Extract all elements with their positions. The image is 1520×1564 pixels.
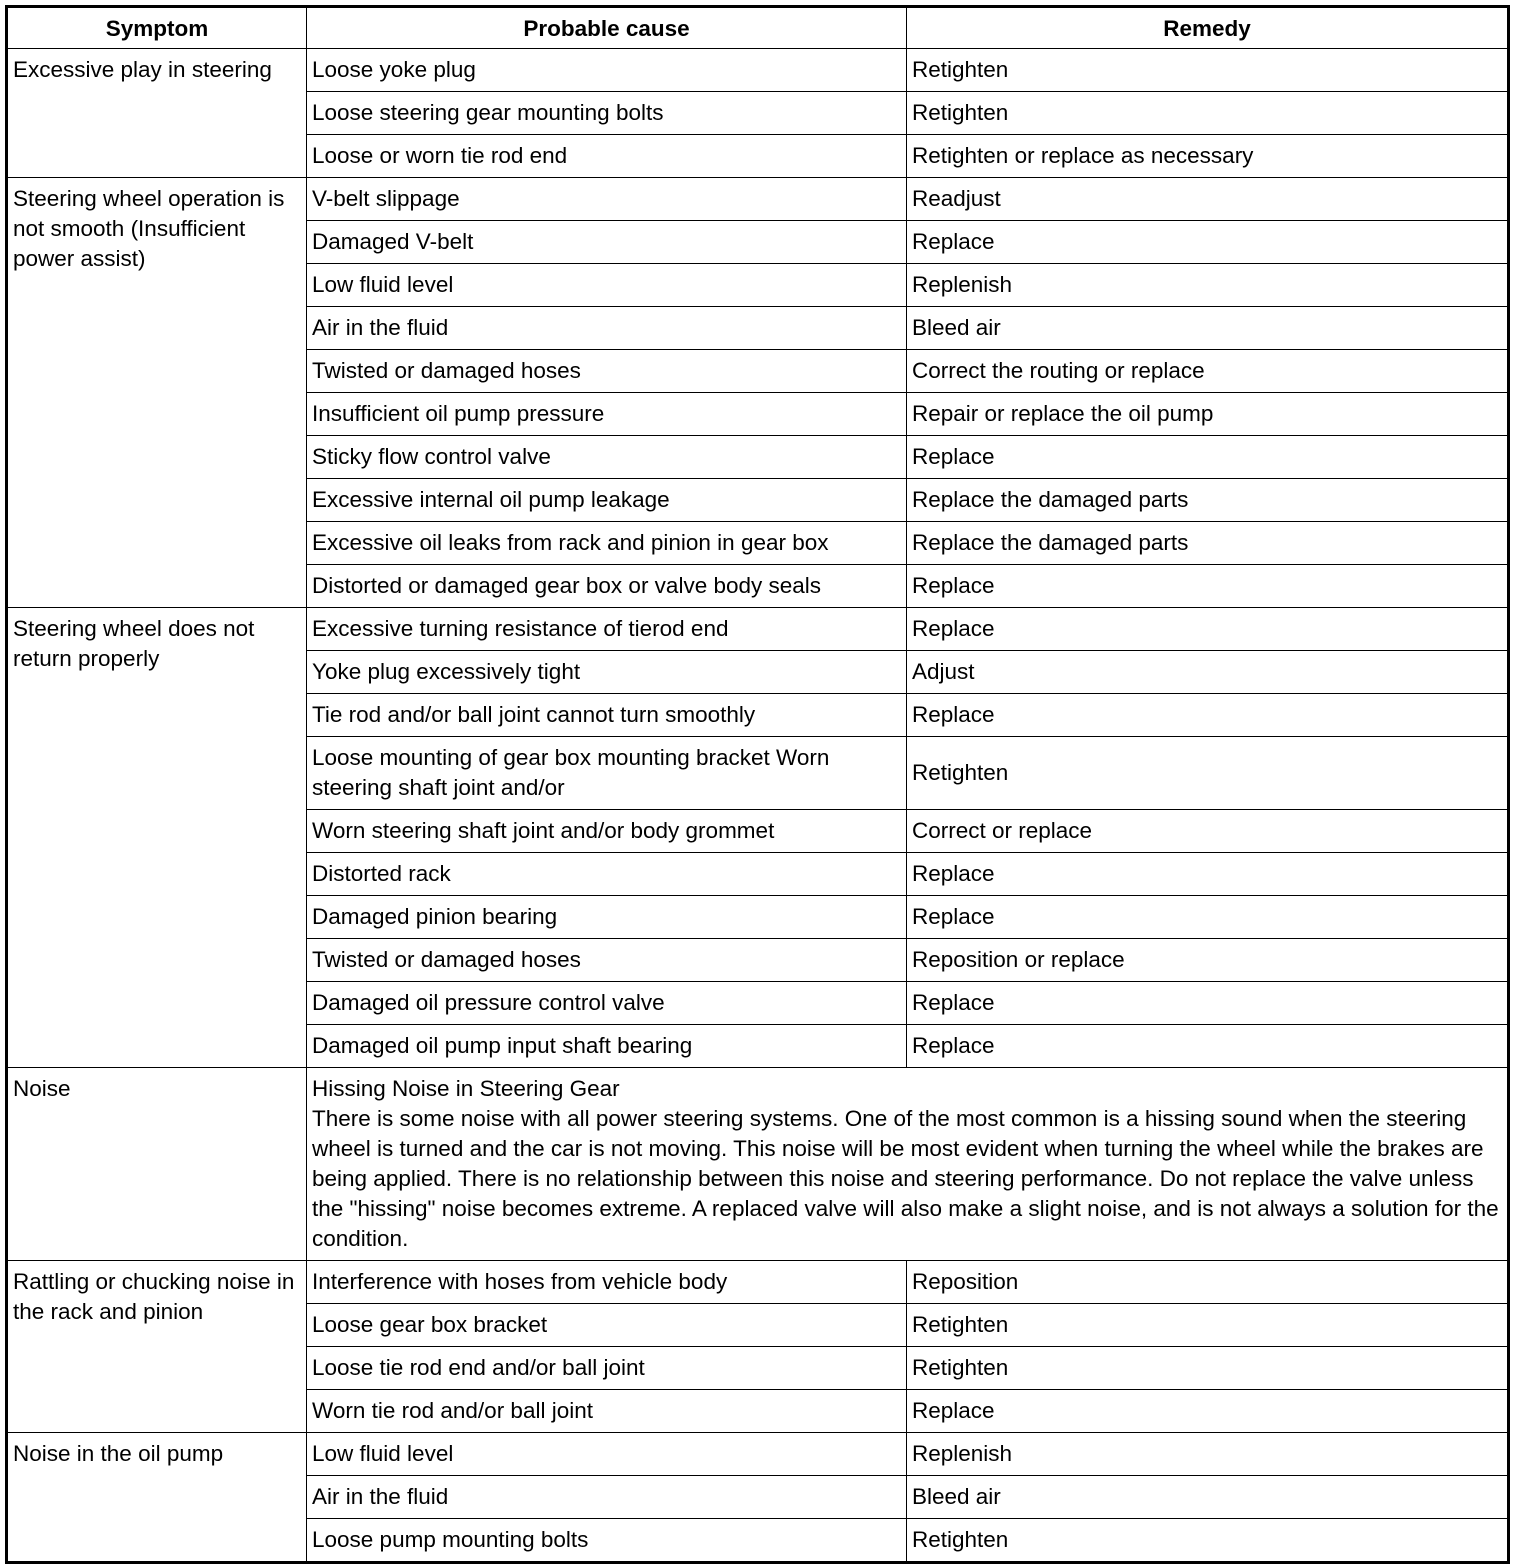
remedy-cell: Adjust bbox=[907, 651, 1509, 694]
cause-cell: Damaged oil pump input shaft bearing bbox=[307, 1025, 907, 1068]
table-row bbox=[7, 1433, 1509, 1476]
symptom-cell: Noise bbox=[7, 1068, 307, 1261]
remedy-cell: Readjust bbox=[907, 178, 1509, 221]
table-row bbox=[7, 49, 1509, 92]
remedy-cell: Retighten or replace as necessary bbox=[907, 135, 1509, 178]
symptom-cell: Noise in the oil pump bbox=[7, 1433, 307, 1563]
cause-cell: Insufficient oil pump pressure bbox=[307, 393, 907, 436]
table-row bbox=[7, 1261, 1509, 1304]
cause-cell: Loose gear box bracket bbox=[307, 1304, 907, 1347]
cause-cell: Sticky flow control valve bbox=[307, 436, 907, 479]
troubleshooting-table bbox=[5, 5, 1510, 1564]
cause-cell: Interference with hoses from vehicle body bbox=[307, 1261, 907, 1304]
remedy-cell: Replace bbox=[907, 896, 1509, 939]
cause-cell: Twisted or damaged hoses bbox=[307, 939, 907, 982]
remedy-cell: Replace bbox=[907, 853, 1509, 896]
remedy-cell: Retighten bbox=[907, 1347, 1509, 1390]
cause-cell: Excessive internal oil pump leakage bbox=[307, 479, 907, 522]
symptom-cell: Steering wheel operation is not smooth (Insufficient power assist) bbox=[7, 178, 307, 608]
remedy-cell: Replace bbox=[907, 1025, 1509, 1068]
remedy-cell: Replenish bbox=[907, 1433, 1509, 1476]
symptom-cell: Steering wheel does not return properly bbox=[7, 608, 307, 1068]
remedy-cell: Replace the damaged parts bbox=[907, 522, 1509, 565]
table-row bbox=[7, 608, 1509, 651]
cause-cell: Worn steering shaft joint and/or body grommet bbox=[307, 810, 907, 853]
cause-cell: Air in the fluid bbox=[307, 1476, 907, 1519]
remedy-cell: Replace bbox=[907, 694, 1509, 737]
cause-cell: Damaged oil pressure control valve bbox=[307, 982, 907, 1025]
cause-cell: Distorted or damaged gear box or valve body seals bbox=[307, 565, 907, 608]
remedy-cell: Replace bbox=[907, 436, 1509, 479]
cause-cell: Low fluid level bbox=[307, 264, 907, 307]
cause-cell: V-belt slippage bbox=[307, 178, 907, 221]
table-row bbox=[7, 178, 1509, 221]
remedy-cell: Replace bbox=[907, 565, 1509, 608]
remedy-cell: Retighten bbox=[907, 737, 1509, 810]
noise-note-body: There is some noise with all power steering systems. One of the most common is a hissing sound when the steering wheel is turned and the car is not moving. This noise will be most evident when turning the wheel while the brakes are being applied. There is no relationship between this noise and steering performance. Do not replace the valve unless the "hissing" noise becomes extreme. A replaced valve will also make a slight noise, and is not always a solution for the condition. bbox=[312, 1106, 1499, 1251]
cause-cell: Loose yoke plug bbox=[307, 49, 907, 92]
remedy-cell: Replace the damaged parts bbox=[907, 479, 1509, 522]
remedy-cell: Retighten bbox=[907, 49, 1509, 92]
remedy-cell: Replace bbox=[907, 982, 1509, 1025]
cause-cell: Excessive turning resistance of tierod end bbox=[307, 608, 907, 651]
remedy-cell: Bleed air bbox=[907, 307, 1509, 350]
remedy-cell: Replace bbox=[907, 1390, 1509, 1433]
remedy-cell: Correct or replace bbox=[907, 810, 1509, 853]
header-remedy: Remedy bbox=[907, 7, 1509, 49]
header-symptom: Symptom bbox=[7, 7, 307, 49]
symptom-cell: Rattling or chucking noise in the rack and pinion bbox=[7, 1261, 307, 1433]
remedy-cell: Bleed air bbox=[907, 1476, 1509, 1519]
cause-cell: Yoke plug excessively tight bbox=[307, 651, 907, 694]
cause-cell: Low fluid level bbox=[307, 1433, 907, 1476]
symptom-cell: Excessive play in steering bbox=[7, 49, 307, 178]
cause-cell: Loose or worn tie rod end bbox=[307, 135, 907, 178]
cause-cell: Air in the fluid bbox=[307, 307, 907, 350]
remedy-cell: Retighten bbox=[907, 1304, 1509, 1347]
header-row bbox=[7, 7, 1509, 49]
cause-cell: Loose pump mounting bolts bbox=[307, 1519, 907, 1563]
cause-cell: Tie rod and/or ball joint cannot turn smoothly bbox=[307, 694, 907, 737]
cause-cell: Damaged V-belt bbox=[307, 221, 907, 264]
remedy-cell: Replace bbox=[907, 608, 1509, 651]
remedy-cell: Correct the routing or replace bbox=[907, 350, 1509, 393]
noise-note-cell bbox=[307, 1068, 1509, 1261]
cause-cell: Loose steering gear mounting bolts bbox=[307, 92, 907, 135]
cause-cell: Worn tie rod and/or ball joint bbox=[307, 1390, 907, 1433]
remedy-cell: Retighten bbox=[907, 1519, 1509, 1563]
cause-cell: Damaged pinion bearing bbox=[307, 896, 907, 939]
remedy-cell: Replace bbox=[907, 221, 1509, 264]
remedy-cell: Reposition or replace bbox=[907, 939, 1509, 982]
table-row bbox=[7, 1068, 1509, 1261]
cause-cell: Excessive oil leaks from rack and pinion in gear box bbox=[307, 522, 907, 565]
remedy-cell: Retighten bbox=[907, 92, 1509, 135]
remedy-cell: Repair or replace the oil pump bbox=[907, 393, 1509, 436]
remedy-cell: Replenish bbox=[907, 264, 1509, 307]
cause-cell: Loose mounting of gear box mounting bracket Worn steering shaft joint and/or bbox=[307, 737, 907, 810]
cause-cell: Distorted rack bbox=[307, 853, 907, 896]
remedy-cell: Reposition bbox=[907, 1261, 1509, 1304]
cause-cell: Loose tie rod end and/or ball joint bbox=[307, 1347, 907, 1390]
cause-cell: Twisted or damaged hoses bbox=[307, 350, 907, 393]
header-cause: Probable cause bbox=[307, 7, 907, 49]
noise-note-title: Hissing Noise in Steering Gear bbox=[312, 1076, 620, 1101]
